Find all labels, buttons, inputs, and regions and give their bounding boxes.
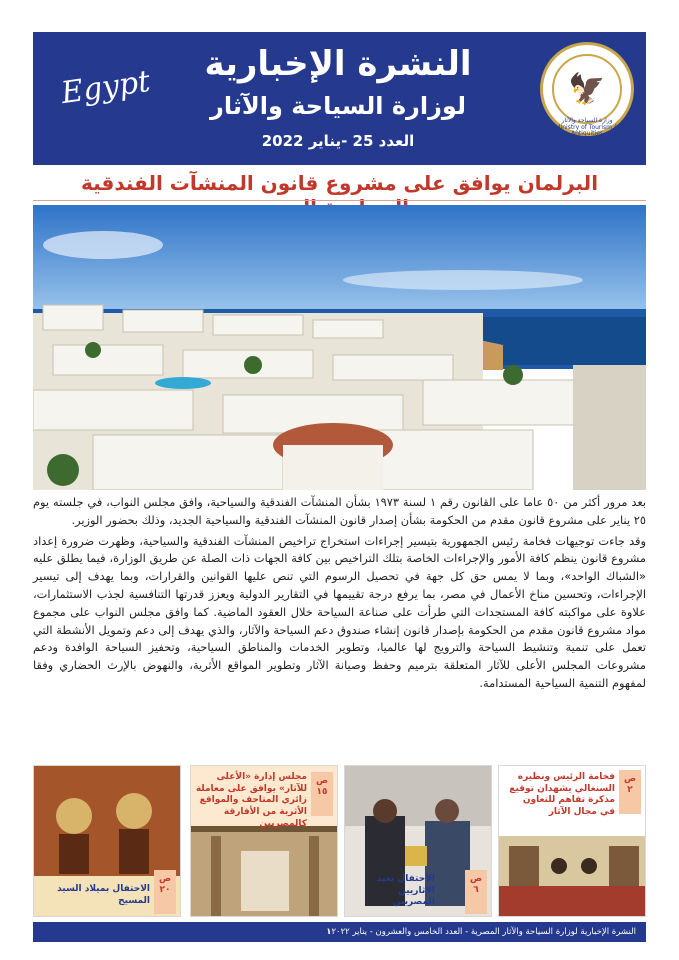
- story-card-archaeologists[interactable]: [344, 765, 492, 917]
- emblem-english: Ministry of Tourism & Antiquities: [555, 123, 619, 138]
- story-caption: فخامة الرئيس ونظيره السنغالي يشهدان توقيع مذكرة تفاهم للتعاون في مجال الآثار: [509, 772, 615, 818]
- page-footer: [33, 922, 646, 942]
- newsletter-title: النشرة الإخبارية: [204, 44, 472, 84]
- newsletter-subtitle: لوزارة السياحة والآثار: [210, 92, 466, 120]
- page-tag: ص ٢٠: [154, 870, 176, 914]
- page-tag: ص ٦: [465, 870, 487, 914]
- story-card-christmas[interactable]: [33, 765, 181, 917]
- hero-photo-resort: [33, 205, 646, 490]
- issue-date: العدد 25 -يناير 2022: [261, 132, 415, 150]
- article-paragraph: وقد جاءت توجيهات فخامة رئيس الجمهورية بتيسير إجراءات استخراج تراخيص المنشآت الفندقية والسياحية، وظهرت ضرورة إعداد مشروع قانون ينظم كافة الأمور والإجراءات الخاصة بتلك التراخيص بين كافة الجهات ذات الصلة عن طريق الوزارة، فيما يطلق عليه «الشباك الواحد»، وبما لا يمس حق كل جهة في تحصيل الرسوم التي تنص عليها القوانين والقرارات، وبما يهدف إلى تيسير الإجراءات، وتحسين مناخ الأعمال في مصر، بما يرفع درجة تقييمها في التقارير الدولية ويعزز قدرتها التنافسية لجذب الاستثمارات، علاوة على مواكبته كافة المستجدات التي طرأت على صناعة السياحة خلال العقود الماضية. كما وافق مجلس النواب على مجموع مواد مشروع قانون مقدم من الحكومة بإصدار قانون إنشاء صندوق دعم السياحة والآثار، والذي يهدف إلى دعم وتمويل الأنشطة التي تعمل على تنمية وتنشيط السياحة والترويج لها عالميا، وتطوير الخدمات والمناطق السياحية، وتحفيز السياحة الوافدة ودعم مشروعات المجلس الأعلى للآثار المتعلقة بترميم وحفظ وصيانة الآثار وتطوير المواقع الأثرية، والنهوض بالإرث الحضاري وفقا لمفهوم التنمية السياحية المستدامة.: [33, 533, 646, 690]
- emblem-caption: [544, 46, 630, 138]
- newsletter-header: [33, 32, 646, 165]
- page-tag: ص ١٥: [311, 772, 333, 816]
- article-paragraph: بعد مرور أكثر من ٥٠ عاما على القانون رقم ١ لسنة ١٩٧٣ بشأن المنشآت الفندقية والسياحية، وافق مجلس النواب، في جلسته يوم ٢٥ يناير على مشروع قانون مقدم من الحكومة بشأن إصدار قانون المنشآت الفندقية والسياحية الجديد، وذلك بحضور الوزير.: [33, 495, 646, 527]
- story-caption: الاحتفال بميلاد السيد المسيح: [57, 884, 150, 906]
- story-caption: الاحتفال بعيد الأثاريين المصريين: [376, 874, 435, 908]
- eagle-icon: 🦅: [552, 54, 622, 124]
- article-body: [33, 494, 646, 696]
- emblem-arabic: وزارة السياحة والآثار: [561, 117, 613, 124]
- footer-text: النشرة الإخبارية لوزارة السياحة والآثار المصرية - العدد الخامس والعشرون - يناير ٢٠٢٢: [331, 927, 636, 937]
- resort-illustration: [33, 205, 646, 490]
- page-number: ١: [326, 927, 332, 937]
- egypt-logo: Egypt: [58, 63, 153, 112]
- story-card-senegal[interactable]: [498, 765, 646, 917]
- related-stories: [33, 765, 646, 917]
- article-headline: البرلمان يوافق على مشروع قانون المنشآت الفندقية: [80, 171, 599, 195]
- headline-divider: [33, 200, 646, 201]
- page-tag: ص ٢: [619, 770, 641, 814]
- story-caption: مجلس إدارة «الأعلى للآثار» يوافق على معاملة زائري المتاحف والمواقع الأثرية من الأفارقة كالمصريين: [195, 772, 307, 829]
- story-card-museums[interactable]: [190, 765, 338, 917]
